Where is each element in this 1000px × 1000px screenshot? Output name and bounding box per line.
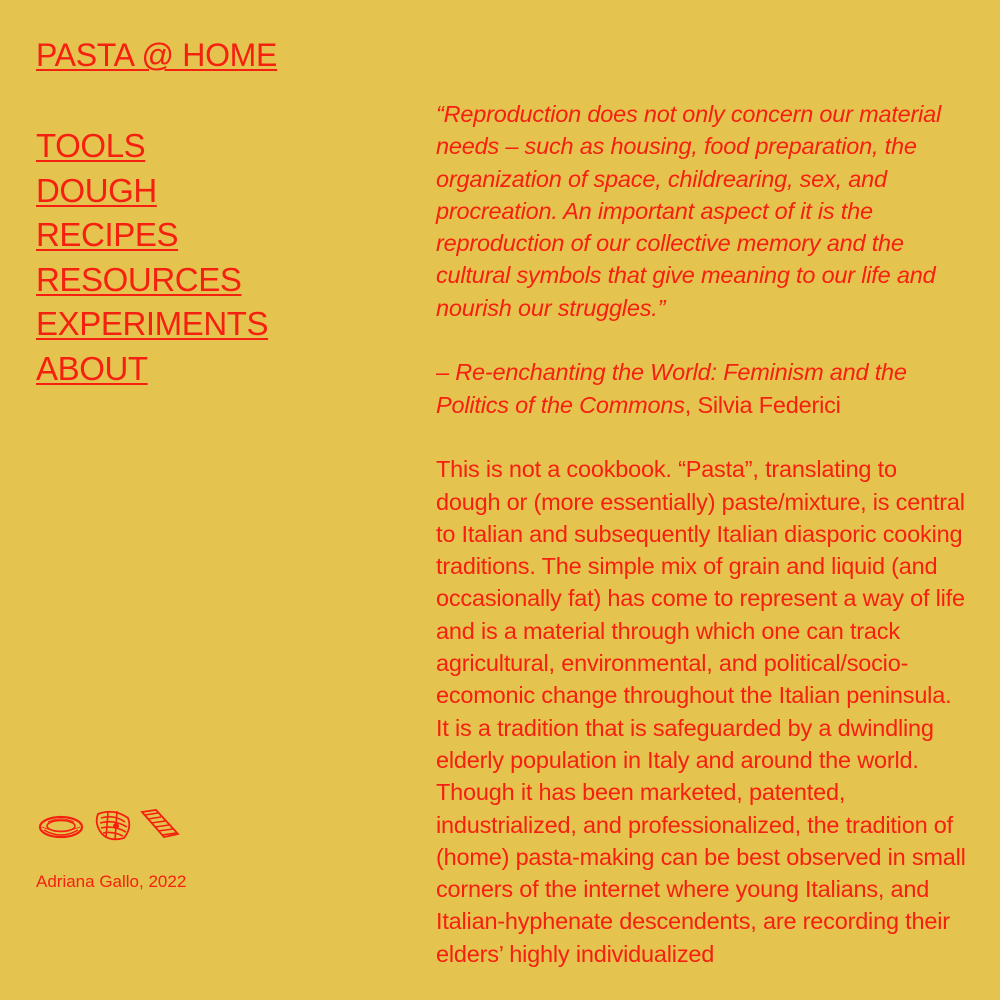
nav-link-dough[interactable]: DOUGH — [36, 171, 157, 209]
nav-link-experiments[interactable]: EXPERIMENTS — [36, 305, 269, 342]
pasta-icons — [38, 806, 184, 844]
intro-paragraph: This is not a cookbook. “Pasta”, translating to dough or (more essentially) paste/mixture, is central to Italian and subsequently Italian diasporic cooking traditions. The simple mix of grain and liquid (and occasionally fat) has come to represent a way of life and is a material through which one can track agricultural, environmental, and political/socio-ecomonic change throughout the Italian peninsula. It is a tradition that is safeguarded by a dwindling elderly population in Italy and around the world. Though it has been marketed, patented, industrialized, and professionalized, the tradition of (home) pasta-making can be best observed in small corners of the internet where young Italians, and Italian-hyphenate descendents, are recording their elders’ highly individualized — [436, 456, 966, 967]
author-credit: Adriana Gallo, 2022 — [36, 872, 187, 891]
nav-item-resources — [36, 258, 268, 303]
nav-item-about — [36, 347, 268, 392]
nav-link-about[interactable]: ABOUT — [36, 349, 148, 387]
citation-title: Re-enchanting the World: Feminism and the Politics of the Commons — [436, 359, 907, 418]
main-content — [436, 98, 966, 1000]
pasta-ring-icon — [40, 817, 82, 837]
nav-item-dough — [36, 169, 268, 214]
site-title-link[interactable]: PASTA @ HOME — [36, 37, 278, 73]
nav-item-tools — [36, 124, 268, 169]
pasta-shell-icon — [97, 811, 130, 840]
citation-author: , Silvia Federici — [684, 391, 841, 418]
nav-link-tools[interactable]: TOOLS — [36, 127, 146, 164]
epigraph-citation — [436, 356, 966, 421]
nav-link-recipes[interactable]: RECIPES — [36, 216, 179, 253]
nav-item-experiments — [36, 302, 268, 347]
citation-prefix: – — [436, 359, 456, 386]
nav-item-recipes — [36, 213, 268, 258]
epigraph-quote: “Reproduction does not only concern our material needs – such as housing, food preparation, the organization of space, childrearing, sex, and procreation. An important aspect of it is the reproduction of our collective memory and the cultural symbols that give meaning to our life and nourish our struggles.” — [436, 101, 942, 321]
main-nav — [36, 124, 268, 391]
pasta-ribbon-icon — [142, 810, 178, 837]
nav-link-resources[interactable]: RESOURCES — [36, 260, 242, 298]
